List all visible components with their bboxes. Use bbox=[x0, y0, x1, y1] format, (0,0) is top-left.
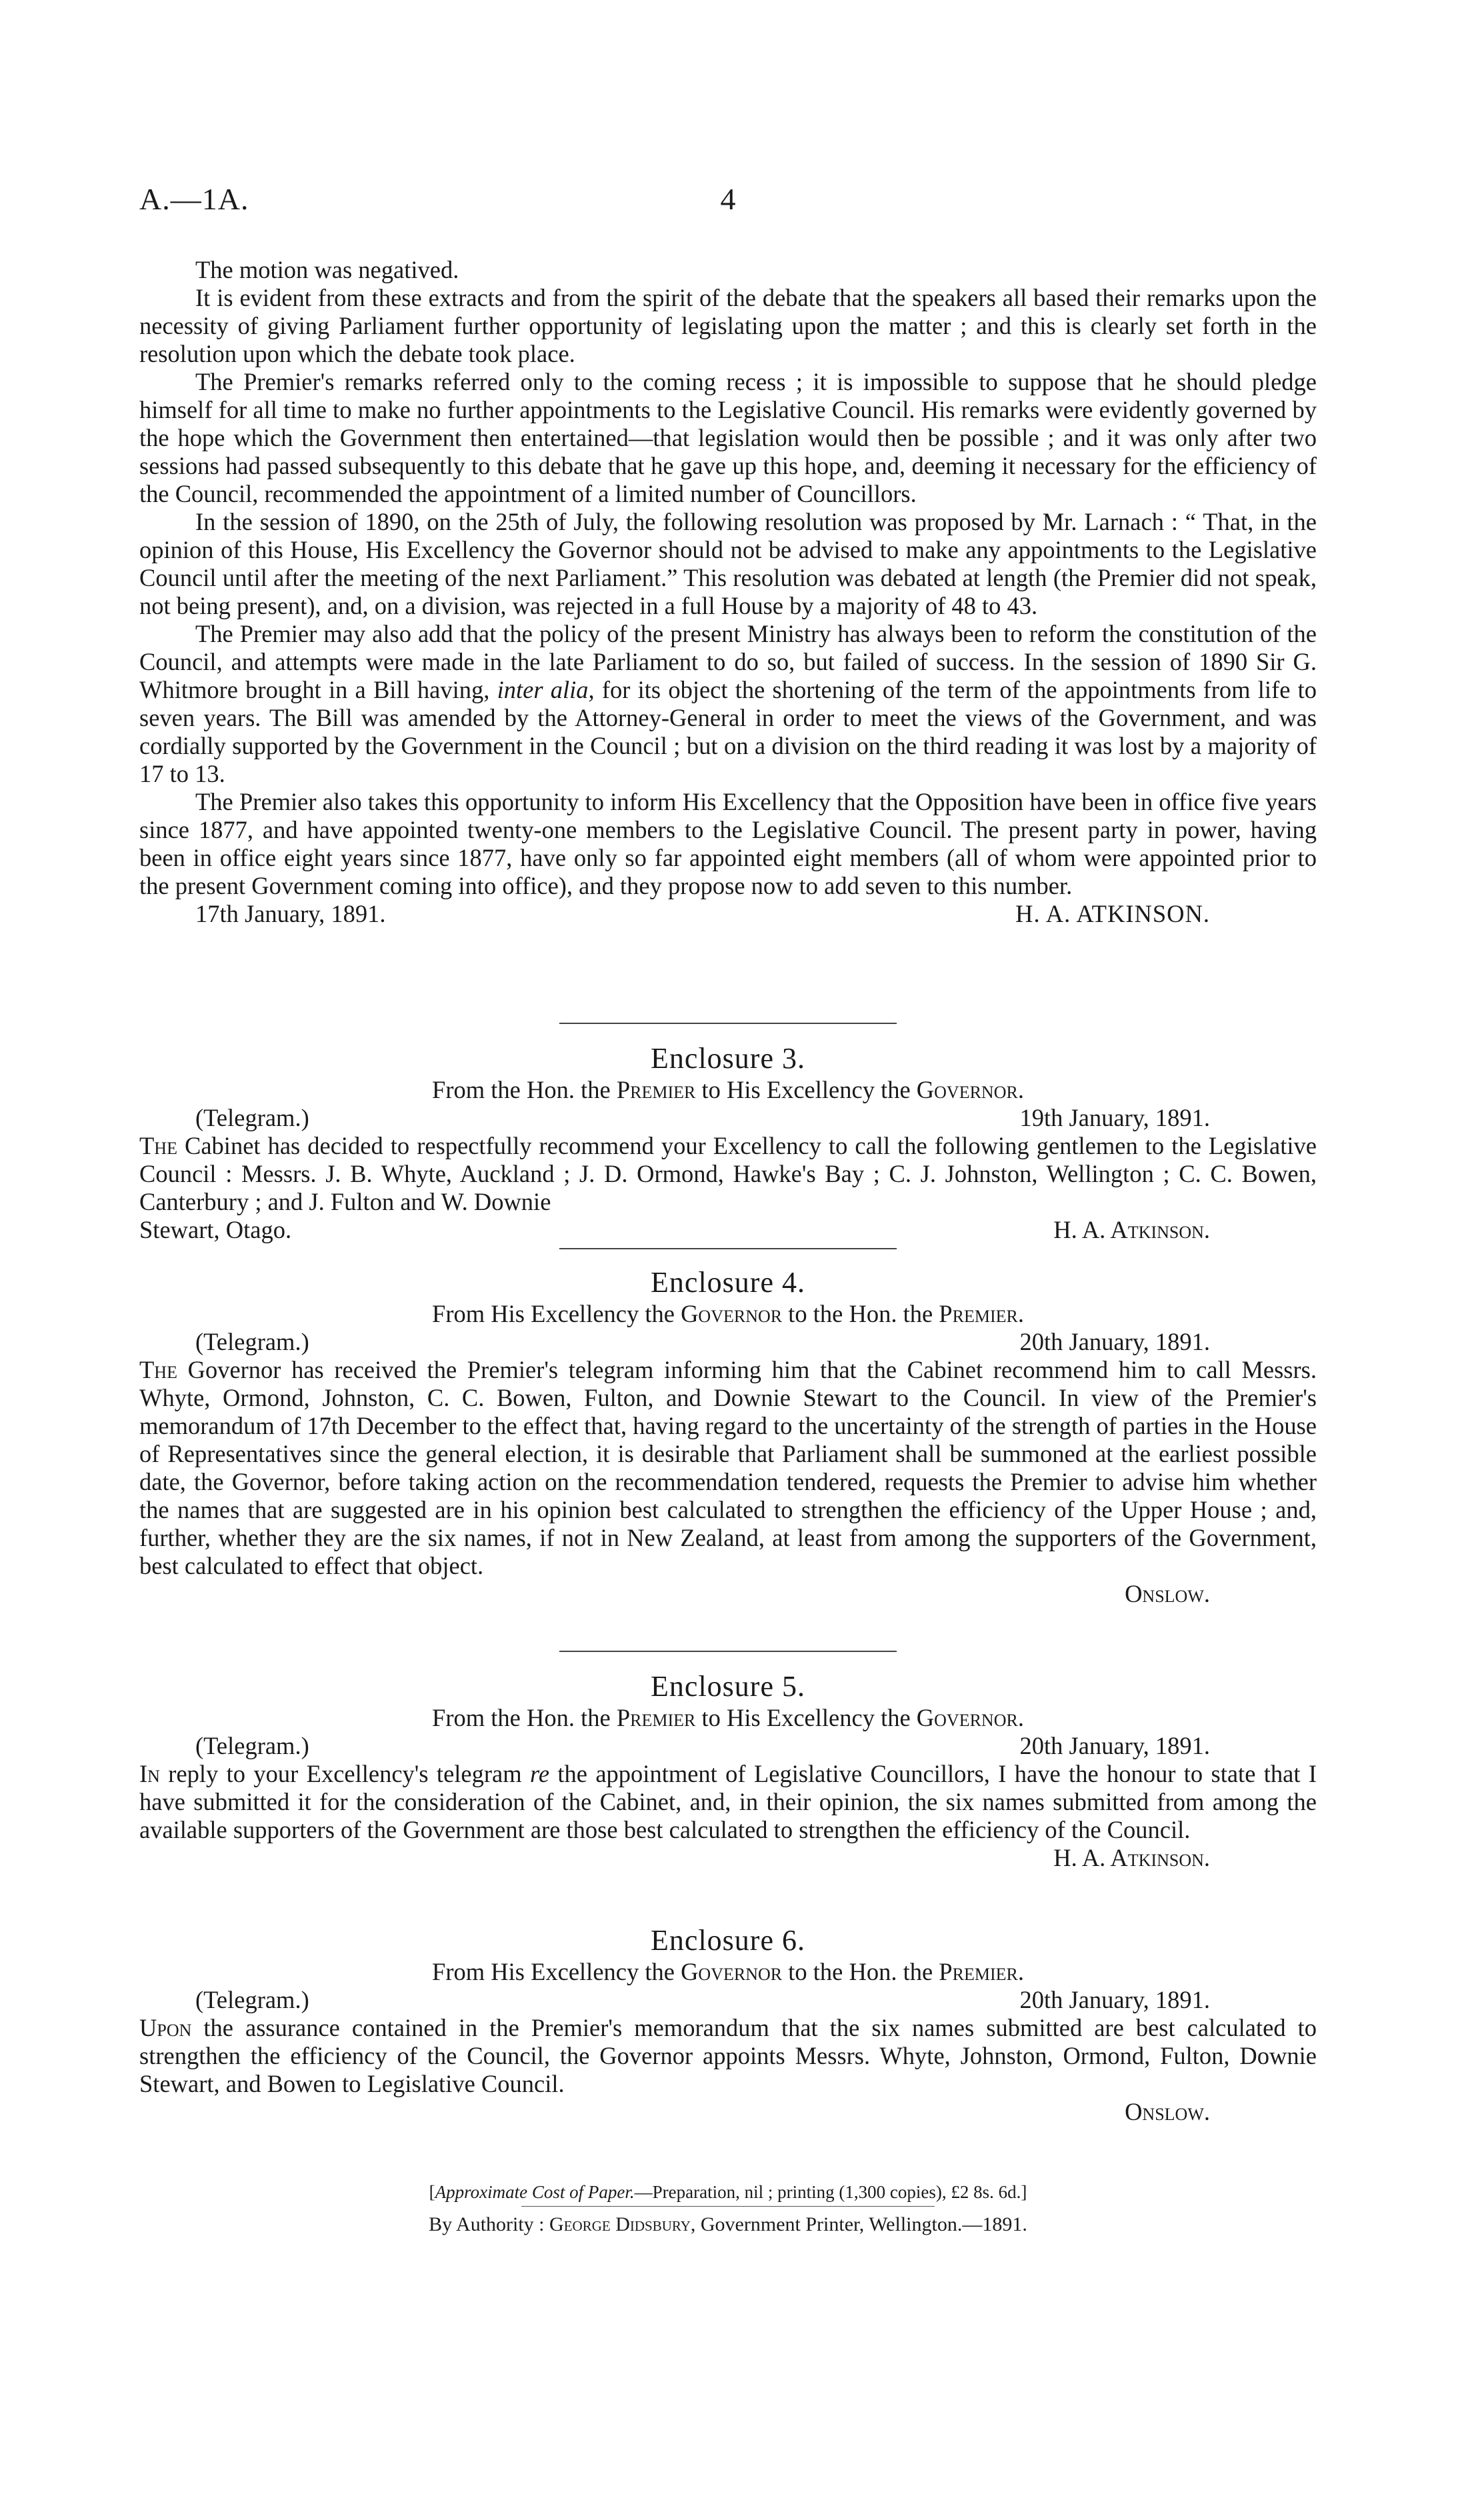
enclosure-title: Enclosure 6. bbox=[651, 1924, 805, 1957]
paragraph: The Premier also takes this opportunity to inform His Excellency that the Opposition have been in office five years since 1877, and have appointed twenty-one members to the Legislative Council. The present party in power, having been in office eight years since 1877, have only so far appointed eight members (all of whom were appointed prior to the present Government coming into office), and they propose now to add seven to this number. bbox=[139, 788, 1317, 899]
divider bbox=[559, 1248, 897, 1249]
enclosure-from: From His Excellency the Governor to the Hon. the Premier. bbox=[432, 1958, 1024, 1985]
paragraph: The Premier's remarks referred only to the coming recess ; it is impossible to suppose that he should pledge himself for all time to make no further appointments to the Legislative Council. His remarks were evidently governed by the hope which the Government then entertained—that legislation would then be possible ; and it was only after two sessions had passed subsequently to this debate that he gave up this hope, and, deeming it necessary for the efficiency of the Council, recommended the appointment of a limited number of Councillors. bbox=[139, 368, 1317, 507]
telegram-date: 20th January, 1891. bbox=[1019, 1732, 1210, 1759]
paragraph: In the session of 1890, on the 25th of July, the following resolution was proposed by Mr. Larnach : “ That, in the opinion of this House, His Excellency the Governor should not be advised to make any appointments to the Legislative Council until after the meeting of the next Parliament.” This resolution was debated at length (the Premier did not speak, not being present), and, on a division, was rejected in a full House by a majority of 48 to 43. bbox=[139, 508, 1317, 619]
telegram-date: 19th January, 1891. bbox=[1019, 1104, 1210, 1131]
telegram-line bbox=[139, 1732, 1317, 1760]
telegram-signoff bbox=[139, 1216, 1317, 1244]
enclosure-3 bbox=[139, 1023, 1317, 1244]
telegram-signature: Onslow. bbox=[1125, 1580, 1210, 1607]
telegram-line bbox=[139, 1328, 1317, 1356]
telegram-label: (Telegram.) bbox=[195, 1104, 309, 1131]
telegram-body: Upon the assurance contained in the Premier's memorandum that the six names submitted are best calculated to strengthen the efficiency of the Council, the Governor appoints Messrs. Whyte, Johnston, Ormond, Fulton, Downie Stewart, and Bowen to Legislative Council. bbox=[139, 2014, 1317, 2097]
telegram-label: (Telegram.) bbox=[195, 1328, 309, 1355]
telegram-line bbox=[139, 1986, 1317, 2014]
imprint-footer bbox=[139, 2181, 1317, 2236]
telegram-body: The Governor has received the Premier's telegram informing him that the Cabinet recommend him to call Messrs. Whyte, Ormond, Johnston, C. C. Bowen, Fulton, and Downie Stewart to the Council. In view of the Premier's memorandum of 17th December to the effect that, having regard to the uncertainty of the strength of parties in the House of Representatives since the general election, it is desirable that Parliament shall be summoned at the earliest possible date, the Governor, before taking action on the recommendation tendered, requests the Premier to advise him whether the names that are suggested are in his opinion best calculated to strengthen the efficiency of the Upper House ; and, further, whether they are the six names, if not in New Zealand, at least from among the supporters of the Government, best calculated to effect that object. bbox=[139, 1356, 1317, 1579]
page-header bbox=[139, 181, 1317, 221]
enclosure-from: From His Excellency the Governor to the Hon. the Premier. bbox=[432, 1300, 1024, 1327]
memo-date: 17th January, 1891. bbox=[195, 900, 386, 927]
memo-signature: H. A. ATKINSON. bbox=[1015, 900, 1210, 927]
enclosure-title: Enclosure 4. bbox=[651, 1266, 805, 1299]
telegram-signature: H. A. Atkinson. bbox=[1053, 1216, 1210, 1243]
telegram-label: (Telegram.) bbox=[195, 1986, 309, 2013]
telegram-line bbox=[139, 1104, 1317, 1132]
divider bbox=[559, 1651, 897, 1652]
telegram-body: The Cabinet has decided to respectfully recommend your Excellency to call the following gentlemen to the Legislative Council : Messrs. J. B. Whyte, Auckland ; J. D. Ormond, Hawke's Bay ; C. J. Johnston, Wellington ; C. C. Bowen, Canterbury ; and J. Fulton and W. Downie bbox=[139, 1132, 1317, 1215]
latin-phrase: inter alia, bbox=[497, 676, 595, 703]
telegram-date: 20th January, 1891. bbox=[1019, 1986, 1210, 2013]
enclosure-6 bbox=[139, 1923, 1317, 2126]
enclosure-5 bbox=[139, 1651, 1317, 1872]
enclosure-4 bbox=[139, 1248, 1317, 1608]
telegram-signature: Onslow. bbox=[1125, 2098, 1210, 2125]
cost-note: [Approximate Cost of Paper.—Preparation, nil ; printing (1,300 copies), £2 8s. 6d.] bbox=[429, 2182, 1027, 2202]
paragraph: The Premier may also add that the policy of the present Ministry has always been to reform the constitution of the Council, and attempts were made in the late Parliament to do so, but failed of success. In the session of 1890 Sir G. Whitmore brought in a Bill having, inter alia, for its object the shortening of the term of the appointments from life to seven years. The Bill was amended by the Attorney-General in order to meet the views of the Government, and was cordially supported by the Government in the Council ; but on a division on the third reading it was lost by a majority of 17 to 13. bbox=[139, 620, 1317, 787]
divider bbox=[559, 1023, 897, 1024]
paragraph: The motion was negatived. bbox=[195, 256, 459, 283]
enclosure-from: From the Hon. the Premier to His Excellency the Governor. bbox=[432, 1076, 1024, 1103]
memo-signoff bbox=[139, 900, 1317, 928]
telegram-body: In reply to your Excellency's telegram re the appointment of Legislative Councillors, I have the honour to state that I have submitted it for the consideration of the Cabinet, and, in their opinion, the six names submitted from among the available supporters of the Government are those best calculated to strengthen the efficiency of the Council. bbox=[139, 1760, 1317, 1843]
printer-authority: By Authority : George Didsbury, Government Printer, Wellington.—1891. bbox=[429, 2213, 1027, 2235]
paper-reference: A.—1A. bbox=[139, 182, 249, 216]
enclosure-from: From the Hon. the Premier to His Excellency the Governor. bbox=[432, 1704, 1024, 1731]
enclosure-title: Enclosure 5. bbox=[651, 1670, 805, 1703]
memorandum-continuation bbox=[139, 256, 1317, 928]
telegram-signature: H. A. Atkinson. bbox=[1053, 1844, 1210, 1871]
telegram-date: 20th January, 1891. bbox=[1019, 1328, 1210, 1355]
page-number: 4 bbox=[720, 182, 736, 216]
divider bbox=[521, 2206, 935, 2207]
last-line: Stewart, Otago. bbox=[139, 1216, 292, 1243]
enclosure-title: Enclosure 3. bbox=[651, 1042, 805, 1075]
telegram-label: (Telegram.) bbox=[195, 1732, 309, 1759]
paragraph: It is evident from these extracts and from the spirit of the debate that the speakers all based their remarks upon the necessity of giving Parliament further opportunity of legislating upon the matter ; and this is clearly set forth in the resolution upon which the debate took place. bbox=[139, 284, 1317, 367]
